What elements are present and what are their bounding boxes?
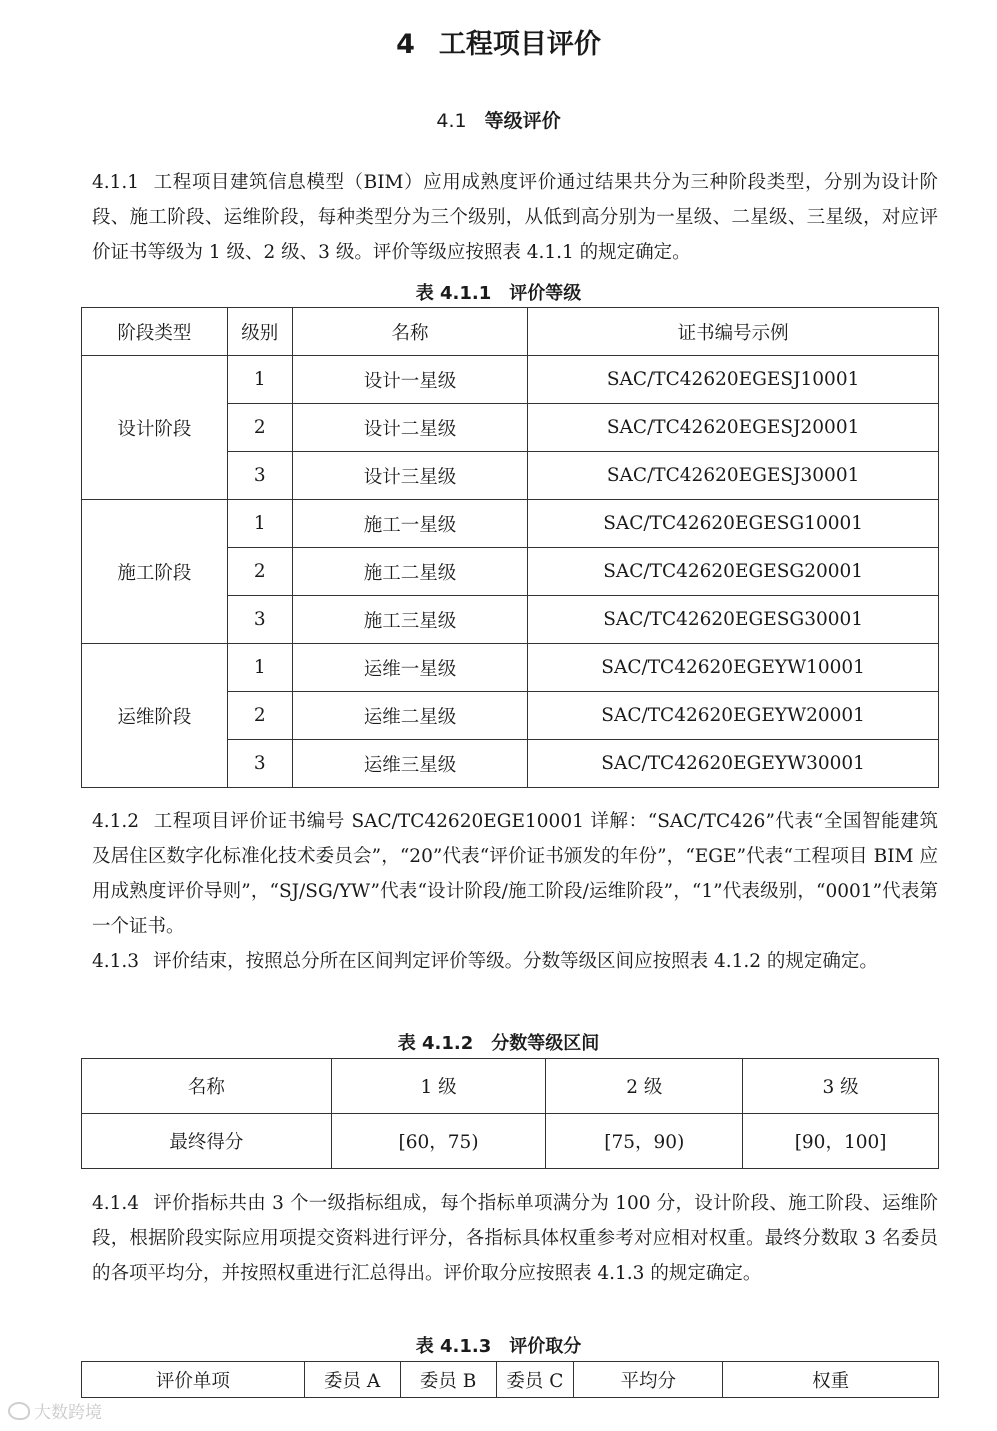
column-header: 委员 A [304,1362,400,1398]
watermark [8,1398,102,1423]
level-cell: 1 [227,500,292,548]
grade-table [81,307,939,788]
range-cell: [75，90) [546,1114,743,1169]
clause-number: 4.1.4 [92,1193,140,1214]
table-row [82,356,939,404]
cert-number-cell: SAC/TC42620EGESG10001 [528,500,939,548]
grade-name-cell: 设计二星级 [292,404,528,452]
table-row [82,500,939,548]
grade-name-cell: 施工二星级 [292,548,528,596]
cert-number-cell: SAC/TC42620EGESJ20001 [528,404,939,452]
watermark-logo-icon [8,1402,30,1420]
stage-cell: 施工阶段 [82,500,228,644]
cert-number-cell: SAC/TC42620EGEYW20001 [528,692,939,740]
table-header-row [82,308,939,356]
clause-4-1-1 [92,165,938,270]
caption-title: 分数等级区间 [491,1033,600,1054]
grade-name-cell: 运维三星级 [292,740,528,788]
clause-4-1-4 [92,1186,938,1291]
clause-text: 评价结束，按照总分所在区间判定评价等级。分数等级区间应按照表 4.1.2 的规定确定。 [153,951,878,972]
range-cell: [90，100] [743,1114,939,1169]
watermark-text: 大数跨境 [34,1403,102,1423]
table-4-1-1-caption [0,279,997,305]
column-header: 3 级 [743,1059,939,1114]
column-header: 证书编号示例 [528,308,939,356]
column-header: 2 级 [546,1059,743,1114]
caption-title: 评价等级 [509,283,582,304]
cert-number-cell: SAC/TC42620EGESG20001 [528,548,939,596]
cert-number-cell: SAC/TC42620EGESJ30001 [528,452,939,500]
column-header: 名称 [292,308,528,356]
column-header: 级别 [227,308,292,356]
column-header: 名称 [82,1059,332,1114]
grade-name-cell: 设计三星级 [292,452,528,500]
level-cell: 2 [227,692,292,740]
cert-number-cell: SAC/TC42620EGESG30001 [528,596,939,644]
level-cell: 1 [227,356,292,404]
table-header-row [82,1059,939,1114]
clause-number: 4.1.3 [92,951,140,972]
level-cell: 3 [227,452,292,500]
table-header-row [82,1362,939,1398]
column-header: 委员 C [496,1362,574,1398]
table-row [82,1114,939,1169]
level-cell: 3 [227,596,292,644]
row-label-cell: 最终得分 [82,1114,332,1169]
table-4-1-2-caption [0,1029,997,1055]
clause-text: 工程项目建筑信息模型（BIM）应用成熟度评价通过结果共分为三种阶段类型，分别为设计阶段、施工阶段、运维阶段，每种类型分为三个级别，从低到高分别为一星级、二星级、三星级，对应评价证书等级为 1 级、2 级、3 级。评价等级应按照表 4.1.1 的规定确定。 [92,172,938,263]
clause-number: 4.1.1 [92,172,140,193]
chapter-number: 4 [396,29,415,60]
column-header: 1 级 [331,1059,546,1114]
grade-name-cell: 设计一星级 [292,356,528,404]
caption-number: 表 4.1.3 [415,1336,492,1357]
scoring-table [81,1361,939,1398]
level-cell: 1 [227,644,292,692]
clause-4-1-3 [92,944,938,979]
caption-title: 评价取分 [509,1336,582,1357]
grade-name-cell: 施工一星级 [292,500,528,548]
range-cell: [60，75) [331,1114,546,1169]
table-row [82,644,939,692]
column-header: 评价单项 [82,1362,305,1398]
chapter-title: 工程项目评价 [438,29,601,60]
column-header: 阶段类型 [82,308,228,356]
clause-4-1-2 [92,804,938,944]
section-number: 4.1 [436,110,467,132]
level-cell: 3 [227,740,292,788]
column-header: 委员 B [400,1362,496,1398]
level-cell: 2 [227,404,292,452]
stage-cell: 设计阶段 [82,356,228,500]
cert-number-cell: SAC/TC42620EGEYW30001 [528,740,939,788]
cert-number-cell: SAC/TC42620EGEYW10001 [528,644,939,692]
clause-text: 评价指标共由 3 个一级指标组成，每个指标单项满分为 100 分，设计阶段、施工阶段、运维阶段，根据阶段实际应用项提交资料进行评分，各指标具体权重参考对应相对权重。最终分数取 3 名委员的各项平均分，并按照权重进行汇总得出。评价取分应按照表 4.1.3 的规定确定。 [92,1193,938,1284]
stage-cell: 运维阶段 [82,644,228,788]
column-header: 平均分 [574,1362,723,1398]
caption-number: 表 4.1.2 [397,1033,474,1054]
cert-number-cell: SAC/TC42620EGESJ10001 [528,356,939,404]
grade-name-cell: 运维一星级 [292,644,528,692]
table-4-1-3-caption [0,1332,997,1358]
clause-text: 工程项目评价证书编号 SAC/TC42620EGE10001 详解：“SAC/TC426”代表“全国智能建筑及居住区数字化标准化技术委员会”，“20”代表“评价证书颁发的年份”，“EGE”代表“工程项目 BIM 应用成熟度评价导则”，“SJ/SG/YW”代表“设计阶段/施工阶段/运维阶段”，“1”代表级别，“0001”代表第一个证书。 [92,811,938,937]
grade-name-cell: 施工三星级 [292,596,528,644]
caption-number: 表 4.1.1 [415,283,492,304]
score-range-table [81,1058,939,1169]
grade-name-cell: 运维二星级 [292,692,528,740]
section-heading [0,106,997,133]
chapter-heading [0,22,997,61]
level-cell: 2 [227,548,292,596]
section-title: 等级评价 [484,110,561,132]
column-header: 权重 [723,1362,939,1398]
clause-number: 4.1.2 [92,811,140,832]
